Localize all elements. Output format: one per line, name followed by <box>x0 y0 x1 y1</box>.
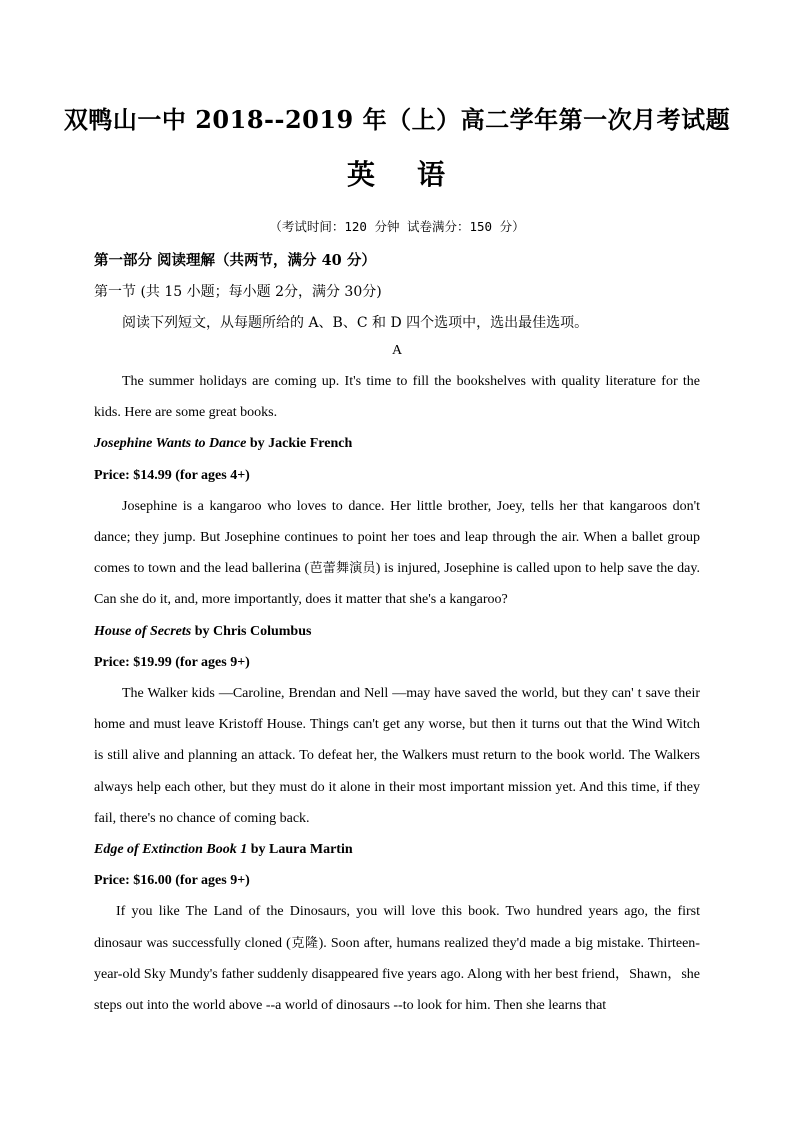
passage-intro: The summer holidays are coming up. It's time to fill the bookshelves with quality literature for the kids. Here are some great books. <box>94 374 700 421</box>
book-heading <box>94 616 700 647</box>
book-author: by Laura Martin <box>247 842 353 858</box>
book-author: by Jackie French <box>246 436 353 452</box>
book-description: Josephine is a kangaroo who loves to dance. Her little brother, Joey, tells her that kangaroos don't dance; they jump. But Josephine continues to point her toes and leap through the air. When a ballet group comes to town and the lead ballerina (芭蕾舞演员) is injured, Josephine is called upon to help save the day. Can she do it, and, more importantly, does it matter that she's a kangaroo? <box>94 498 700 608</box>
book-price: Price: $16.00 (for ages 9+) <box>94 873 250 889</box>
exam-info: （考试时间：120 分钟 试卷满分：150 分） <box>269 219 525 234</box>
subject-char-2: 语 <box>417 158 448 191</box>
book-heading <box>94 834 700 865</box>
book-title: Edge of Extinction Book 1 <box>94 842 248 858</box>
book-title: Josephine Wants to Dance <box>94 436 247 452</box>
subject-title <box>0 153 794 193</box>
book-author: by Chris Columbus <box>191 623 312 639</box>
book-heading <box>94 428 700 459</box>
exam-title: 双鸭山一中 2018--2019 年（上）高二学年第一次月考试题 <box>63 105 731 134</box>
instructions: 阅读下列短文，从每题所给的 A、B、C 和 D 四个选项中，选出最佳选项。 <box>122 315 589 331</box>
book-description: The Walker kids —Caroline, Brendan and Nell —may have saved the world, but they can' t save their home and must leave Kristoff House. Things can't get any worse, but then it turns out that the Wind Witch is still alive and planning an attack. To defeat her, the Walkers must return to the book world. The Walkers always help each other, but they must do it alone in their most important mission yet. And this time, if they fail, there's no chance of coming back. <box>94 686 700 826</box>
part-heading: 第一部分 阅读理解（共两节，满分 40 分） <box>94 252 376 269</box>
passage-label: A <box>391 343 403 358</box>
book-price: Price: $14.99 (for ages 4+) <box>94 467 250 483</box>
book-description: If you like The Land of the Dinosaurs, you will love this book. Two hundred years ago, the first dinosaur was successfully cloned (克隆). Soon after, humans realized they'd made a big mistake. Thirteen-year-old Sky Mundy's father suddenly disappeared five years ago. Along with her best friend，Shawn，she steps out into the world above --a world of dinosaurs --to look for him. Then she learns that <box>94 904 700 1014</box>
book-price: Price: $19.99 (for ages 9+) <box>94 654 250 670</box>
subject-char-1: 英 <box>346 158 377 191</box>
book-title: House of Secrets <box>94 623 192 639</box>
passage-body <box>94 366 700 1021</box>
section-heading: 第一节 (共 15 小题；每小题 2分，满分 30分) <box>94 284 382 300</box>
